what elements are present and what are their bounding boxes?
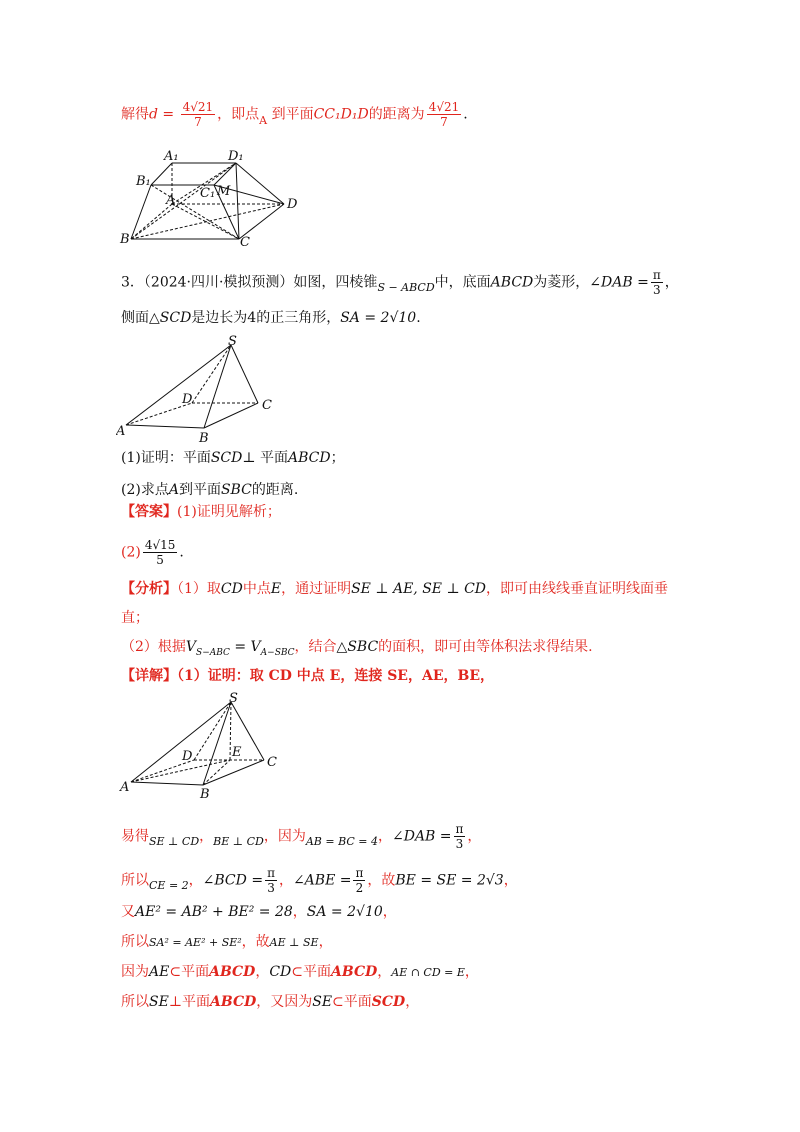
hidden-edge xyxy=(192,345,231,403)
numerator: 4√21 xyxy=(182,100,214,114)
text: ，结合 xyxy=(294,639,337,655)
label-a: A xyxy=(166,193,176,208)
label-s: S xyxy=(229,691,238,706)
text: . xyxy=(463,106,468,123)
denominator: 2 xyxy=(355,881,364,895)
edge xyxy=(231,345,258,403)
label-m: M xyxy=(217,184,231,199)
edge xyxy=(204,403,258,428)
pyramid-figure xyxy=(116,335,286,445)
math: AE ⊥ SE xyxy=(269,936,319,949)
label-d1: D₁ xyxy=(228,149,244,164)
edge xyxy=(203,702,231,785)
plane-name: CC₁D₁D xyxy=(313,106,369,123)
text: ， xyxy=(377,828,392,845)
fraction xyxy=(143,538,178,567)
text: ， xyxy=(405,994,420,1010)
text: 的正三角形， xyxy=(256,310,341,326)
text: ，即点 xyxy=(217,106,260,123)
math: SE ⊥ AE, SE ⊥ CD xyxy=(351,581,487,597)
problem-line-1 xyxy=(121,268,679,297)
math: E xyxy=(270,581,282,597)
math-v: V xyxy=(185,639,197,655)
hidden-edge xyxy=(131,760,230,782)
text: ， xyxy=(199,828,214,845)
text: ⊥平面 xyxy=(168,994,210,1010)
text: ，因为 xyxy=(263,828,306,845)
text: 3．（2024·四川·模拟预测）如图，四棱锥 xyxy=(121,274,378,291)
edge xyxy=(131,702,231,782)
math: ∠DAB = xyxy=(589,274,649,291)
text: 到平面 xyxy=(271,106,314,123)
math: CE = 2 xyxy=(149,878,189,892)
fraction xyxy=(651,268,663,297)
label-b: B xyxy=(120,232,130,247)
text: ， xyxy=(292,904,307,920)
math: SBC xyxy=(220,482,252,498)
numerator: π xyxy=(652,268,661,282)
edge xyxy=(126,345,231,425)
fraction xyxy=(427,100,462,129)
analysis-tag: 【分析】 xyxy=(121,581,177,597)
denominator: 3 xyxy=(652,283,661,297)
fraction xyxy=(454,822,466,851)
math: S − ABCD xyxy=(377,280,435,294)
fraction xyxy=(353,866,365,895)
math: △SBC xyxy=(336,639,379,655)
denominator: 7 xyxy=(440,115,448,129)
label-d: D xyxy=(287,197,298,212)
text: 所以 xyxy=(121,934,149,950)
math: SE xyxy=(312,994,333,1010)
math: SE xyxy=(149,994,169,1010)
derivation-line-2 xyxy=(121,866,518,895)
problem-line-2 xyxy=(121,308,421,328)
answer-line-2 xyxy=(121,538,184,567)
text: 中，底面 xyxy=(434,274,491,291)
text: (1)证明见解析； xyxy=(177,504,281,520)
text: ， xyxy=(188,872,203,889)
label-c: C xyxy=(240,235,250,248)
text: 侧面 xyxy=(121,310,149,326)
label-b1: B₁ xyxy=(136,174,151,189)
math: ∠ABE = xyxy=(292,872,352,889)
math: ∠DAB = xyxy=(391,828,452,845)
edge xyxy=(131,782,203,785)
text: （1）取 xyxy=(177,581,221,597)
label-c1: C₁ xyxy=(200,186,216,201)
text: 易得 xyxy=(121,828,149,845)
math: CD xyxy=(269,964,292,980)
text: ⊂平面 xyxy=(169,964,210,980)
subscript: S−ABC xyxy=(196,647,230,658)
derivation-line-1 xyxy=(121,822,481,851)
label-a: A xyxy=(116,424,126,439)
point-a: A xyxy=(259,113,268,127)
prism-figure xyxy=(116,143,316,248)
text: 又 xyxy=(121,904,135,920)
denominator: 5 xyxy=(156,553,164,567)
math: ABCD xyxy=(209,964,256,980)
fraction xyxy=(181,100,216,129)
text: (2)求点 xyxy=(121,482,169,498)
text: 的距离为 xyxy=(368,106,425,123)
denominator: 3 xyxy=(455,837,464,851)
math: △SCD xyxy=(149,310,192,326)
text: ， xyxy=(382,904,397,920)
label-e: E xyxy=(232,745,242,760)
text: 所以 xyxy=(121,994,149,1010)
subscript: A−SBC xyxy=(260,647,295,658)
label-a1: A₁ xyxy=(164,149,179,164)
edge xyxy=(236,163,239,239)
edge xyxy=(239,204,284,239)
math: ABCD xyxy=(490,274,534,291)
label-b: B xyxy=(200,787,210,800)
answer-tag: 【答案】 xyxy=(121,504,177,520)
text: ， xyxy=(464,964,479,980)
text: 解得 xyxy=(121,106,149,123)
edge xyxy=(203,760,264,785)
question-2 xyxy=(121,480,298,500)
denominator: 7 xyxy=(194,115,202,129)
text: （2）根据 xyxy=(121,639,186,655)
label-c: C xyxy=(262,398,272,413)
detail-line xyxy=(121,666,494,686)
question-1 xyxy=(121,448,345,468)
math: ∠BCD = xyxy=(202,872,264,889)
label-s: S xyxy=(228,335,237,349)
hidden-edge xyxy=(230,702,231,760)
numerator: 4√15 xyxy=(144,538,176,552)
text: . xyxy=(416,310,421,326)
math: AE ∩ CD = E xyxy=(391,966,465,979)
denominator: 3 xyxy=(267,881,275,895)
text: 到平面 xyxy=(178,482,221,498)
math: SA = 2√10 xyxy=(306,904,383,920)
math-eq: = V xyxy=(229,639,261,655)
text: ； xyxy=(330,450,345,466)
detail-tag: 【详解】 xyxy=(121,668,177,684)
math xyxy=(185,639,295,658)
text: (2) xyxy=(121,544,141,561)
hidden-edge xyxy=(194,702,231,760)
math-d: d = xyxy=(149,106,175,123)
derivation-line-3 xyxy=(121,902,397,922)
numerator: π xyxy=(267,866,275,880)
text: (1)证明：平面 xyxy=(121,450,211,466)
label-d: D xyxy=(182,392,193,407)
numerator: π xyxy=(355,866,364,880)
pyramid-figure-2 xyxy=(116,690,291,800)
text: ，又因为 xyxy=(256,994,313,1010)
text: 所以 xyxy=(121,872,149,889)
text: ， xyxy=(503,872,518,889)
label-d: D xyxy=(182,749,193,764)
math: SA = 2√10 xyxy=(340,310,417,326)
text: （1）证明：取 CD 中点 E，连接 SE，AE，BE， xyxy=(177,668,495,684)
text: 是边长为 xyxy=(191,310,248,326)
edge xyxy=(151,163,172,185)
text: ，故 xyxy=(241,934,270,950)
text: 的距离. xyxy=(251,482,299,498)
math: BE = SE = 2√3 xyxy=(395,872,504,889)
derivation-line-6 xyxy=(121,992,419,1012)
fraction xyxy=(265,866,277,895)
math: ABCD xyxy=(209,994,257,1010)
text: ， xyxy=(255,964,270,980)
analysis-line-3 xyxy=(121,637,593,663)
math: AB = BC = 4 xyxy=(305,834,378,848)
text: 的面积，即可由等体积法求得结果. xyxy=(378,639,593,655)
math: SCD xyxy=(210,450,243,466)
text: ， xyxy=(467,828,482,845)
math: A xyxy=(168,482,179,498)
math: ABCD xyxy=(331,964,378,980)
math: BE ⊥ CD xyxy=(213,834,264,848)
math: SA² = AE² + SE² xyxy=(149,936,242,949)
text: ，即可由线线垂直证明线面垂 xyxy=(486,581,669,597)
math: SCD xyxy=(371,994,406,1010)
text: ，故 xyxy=(367,872,396,889)
text: 因为 xyxy=(121,964,149,980)
derivation-line-5 xyxy=(121,962,479,983)
math: CD xyxy=(220,581,243,597)
text: 为菱形， xyxy=(533,274,590,291)
text: ， xyxy=(278,872,293,889)
text: ， xyxy=(377,964,392,980)
solve-line xyxy=(121,100,468,129)
answer-line xyxy=(121,502,281,522)
text: ， xyxy=(318,934,333,950)
math: SE ⊥ CD xyxy=(149,834,200,848)
numerator: π xyxy=(455,822,464,836)
math: 4 xyxy=(247,310,257,326)
text: 中点 xyxy=(242,581,271,597)
analysis-line-2 xyxy=(121,608,149,628)
text: . xyxy=(179,544,184,561)
text: ， xyxy=(664,274,679,291)
derivation-line-4 xyxy=(121,932,333,953)
text: ⊂平面 xyxy=(291,964,331,980)
edge xyxy=(204,345,231,428)
numerator: 4√21 xyxy=(428,100,460,114)
math: ABCD xyxy=(288,450,331,466)
analysis-line-1 xyxy=(121,579,668,599)
text: ⊥ 平面 xyxy=(242,450,288,466)
math: AE² = AB² + BE² = 28 xyxy=(135,904,293,920)
text: 直； xyxy=(121,610,149,626)
text: ，通过证明 xyxy=(281,581,352,597)
label-b: B xyxy=(199,431,209,445)
edge xyxy=(126,425,204,428)
label-c: C xyxy=(267,755,277,770)
label-a: A xyxy=(120,780,130,795)
text: ⊂平面 xyxy=(332,994,372,1010)
edge xyxy=(214,163,236,185)
math: AE xyxy=(149,964,170,980)
